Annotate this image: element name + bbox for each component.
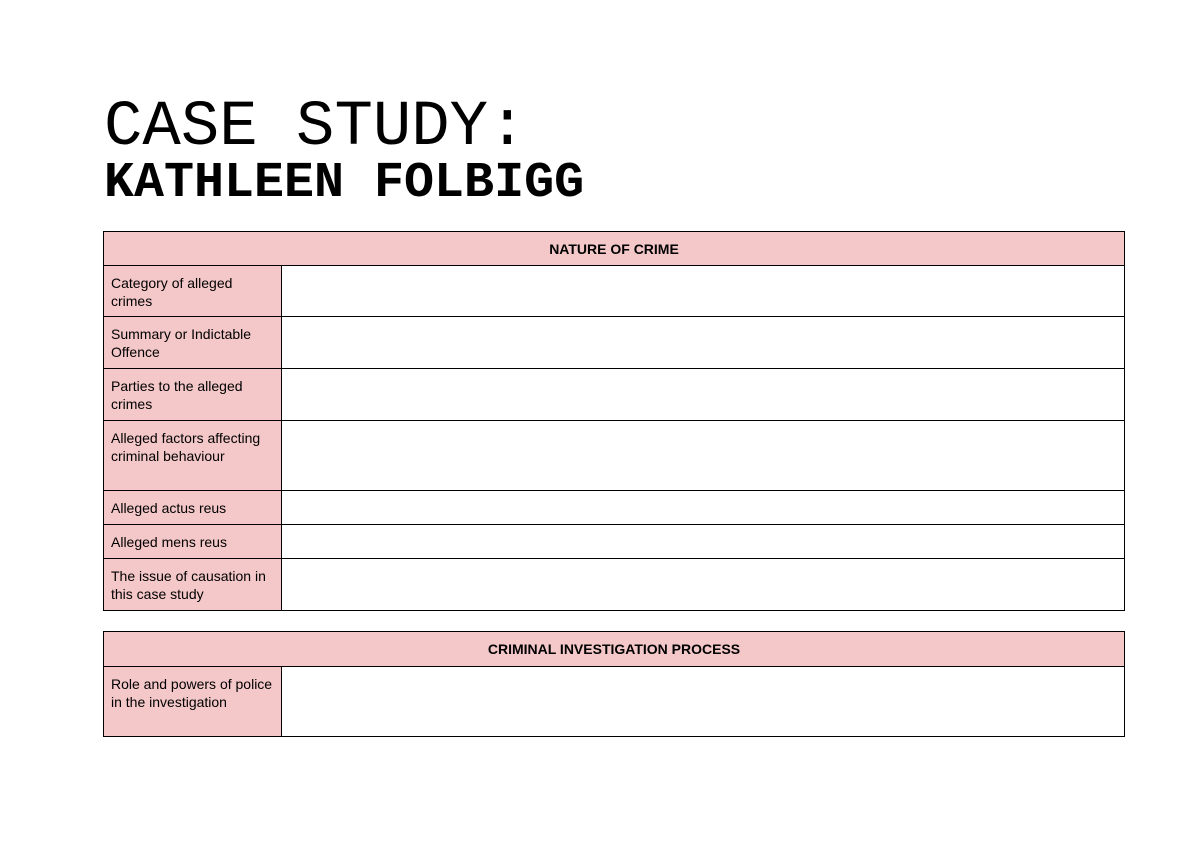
- row-label-summary-indictable: Summary or Indictable Offence: [104, 317, 282, 369]
- table-row: [104, 266, 1125, 317]
- table-row: [104, 421, 1125, 491]
- row-label-mens-reus: Alleged mens reus: [104, 525, 282, 559]
- criminal-investigation-table: [103, 631, 1125, 737]
- table-row: [104, 525, 1125, 559]
- section-header-nature-of-crime: NATURE OF CRIME: [104, 232, 1125, 266]
- row-label-actus-reus: Alleged actus reus: [104, 491, 282, 525]
- title-subject-name: KATHLEEN FOLBIGG: [104, 155, 585, 212]
- row-value-causation[interactable]: [282, 559, 1125, 611]
- table-row: [104, 559, 1125, 611]
- row-value-actus-reus[interactable]: [282, 491, 1125, 525]
- nature-of-crime-table: [103, 231, 1125, 611]
- row-value-mens-reus[interactable]: [282, 525, 1125, 559]
- row-value-factors[interactable]: [282, 421, 1125, 491]
- row-label-causation: The issue of causation in this case study: [104, 559, 282, 611]
- table-row: [104, 667, 1125, 737]
- row-label-factors: Alleged factors affecting criminal behaviour: [104, 421, 282, 491]
- row-label-parties: Parties to the alleged crimes: [104, 369, 282, 421]
- row-value-parties[interactable]: [282, 369, 1125, 421]
- table-row: [104, 317, 1125, 369]
- row-label-category: Category of alleged crimes: [104, 266, 282, 317]
- title-case-study: CASE STUDY:: [104, 92, 527, 164]
- row-label-police-role: Role and powers of police in the investigation: [104, 667, 282, 737]
- row-value-police-role[interactable]: [282, 667, 1125, 737]
- table-row: [104, 369, 1125, 421]
- table-row: [104, 491, 1125, 525]
- section-header-criminal-investigation: CRIMINAL INVESTIGATION PROCESS: [104, 632, 1125, 667]
- row-value-category[interactable]: [282, 266, 1125, 317]
- row-value-summary-indictable[interactable]: [282, 317, 1125, 369]
